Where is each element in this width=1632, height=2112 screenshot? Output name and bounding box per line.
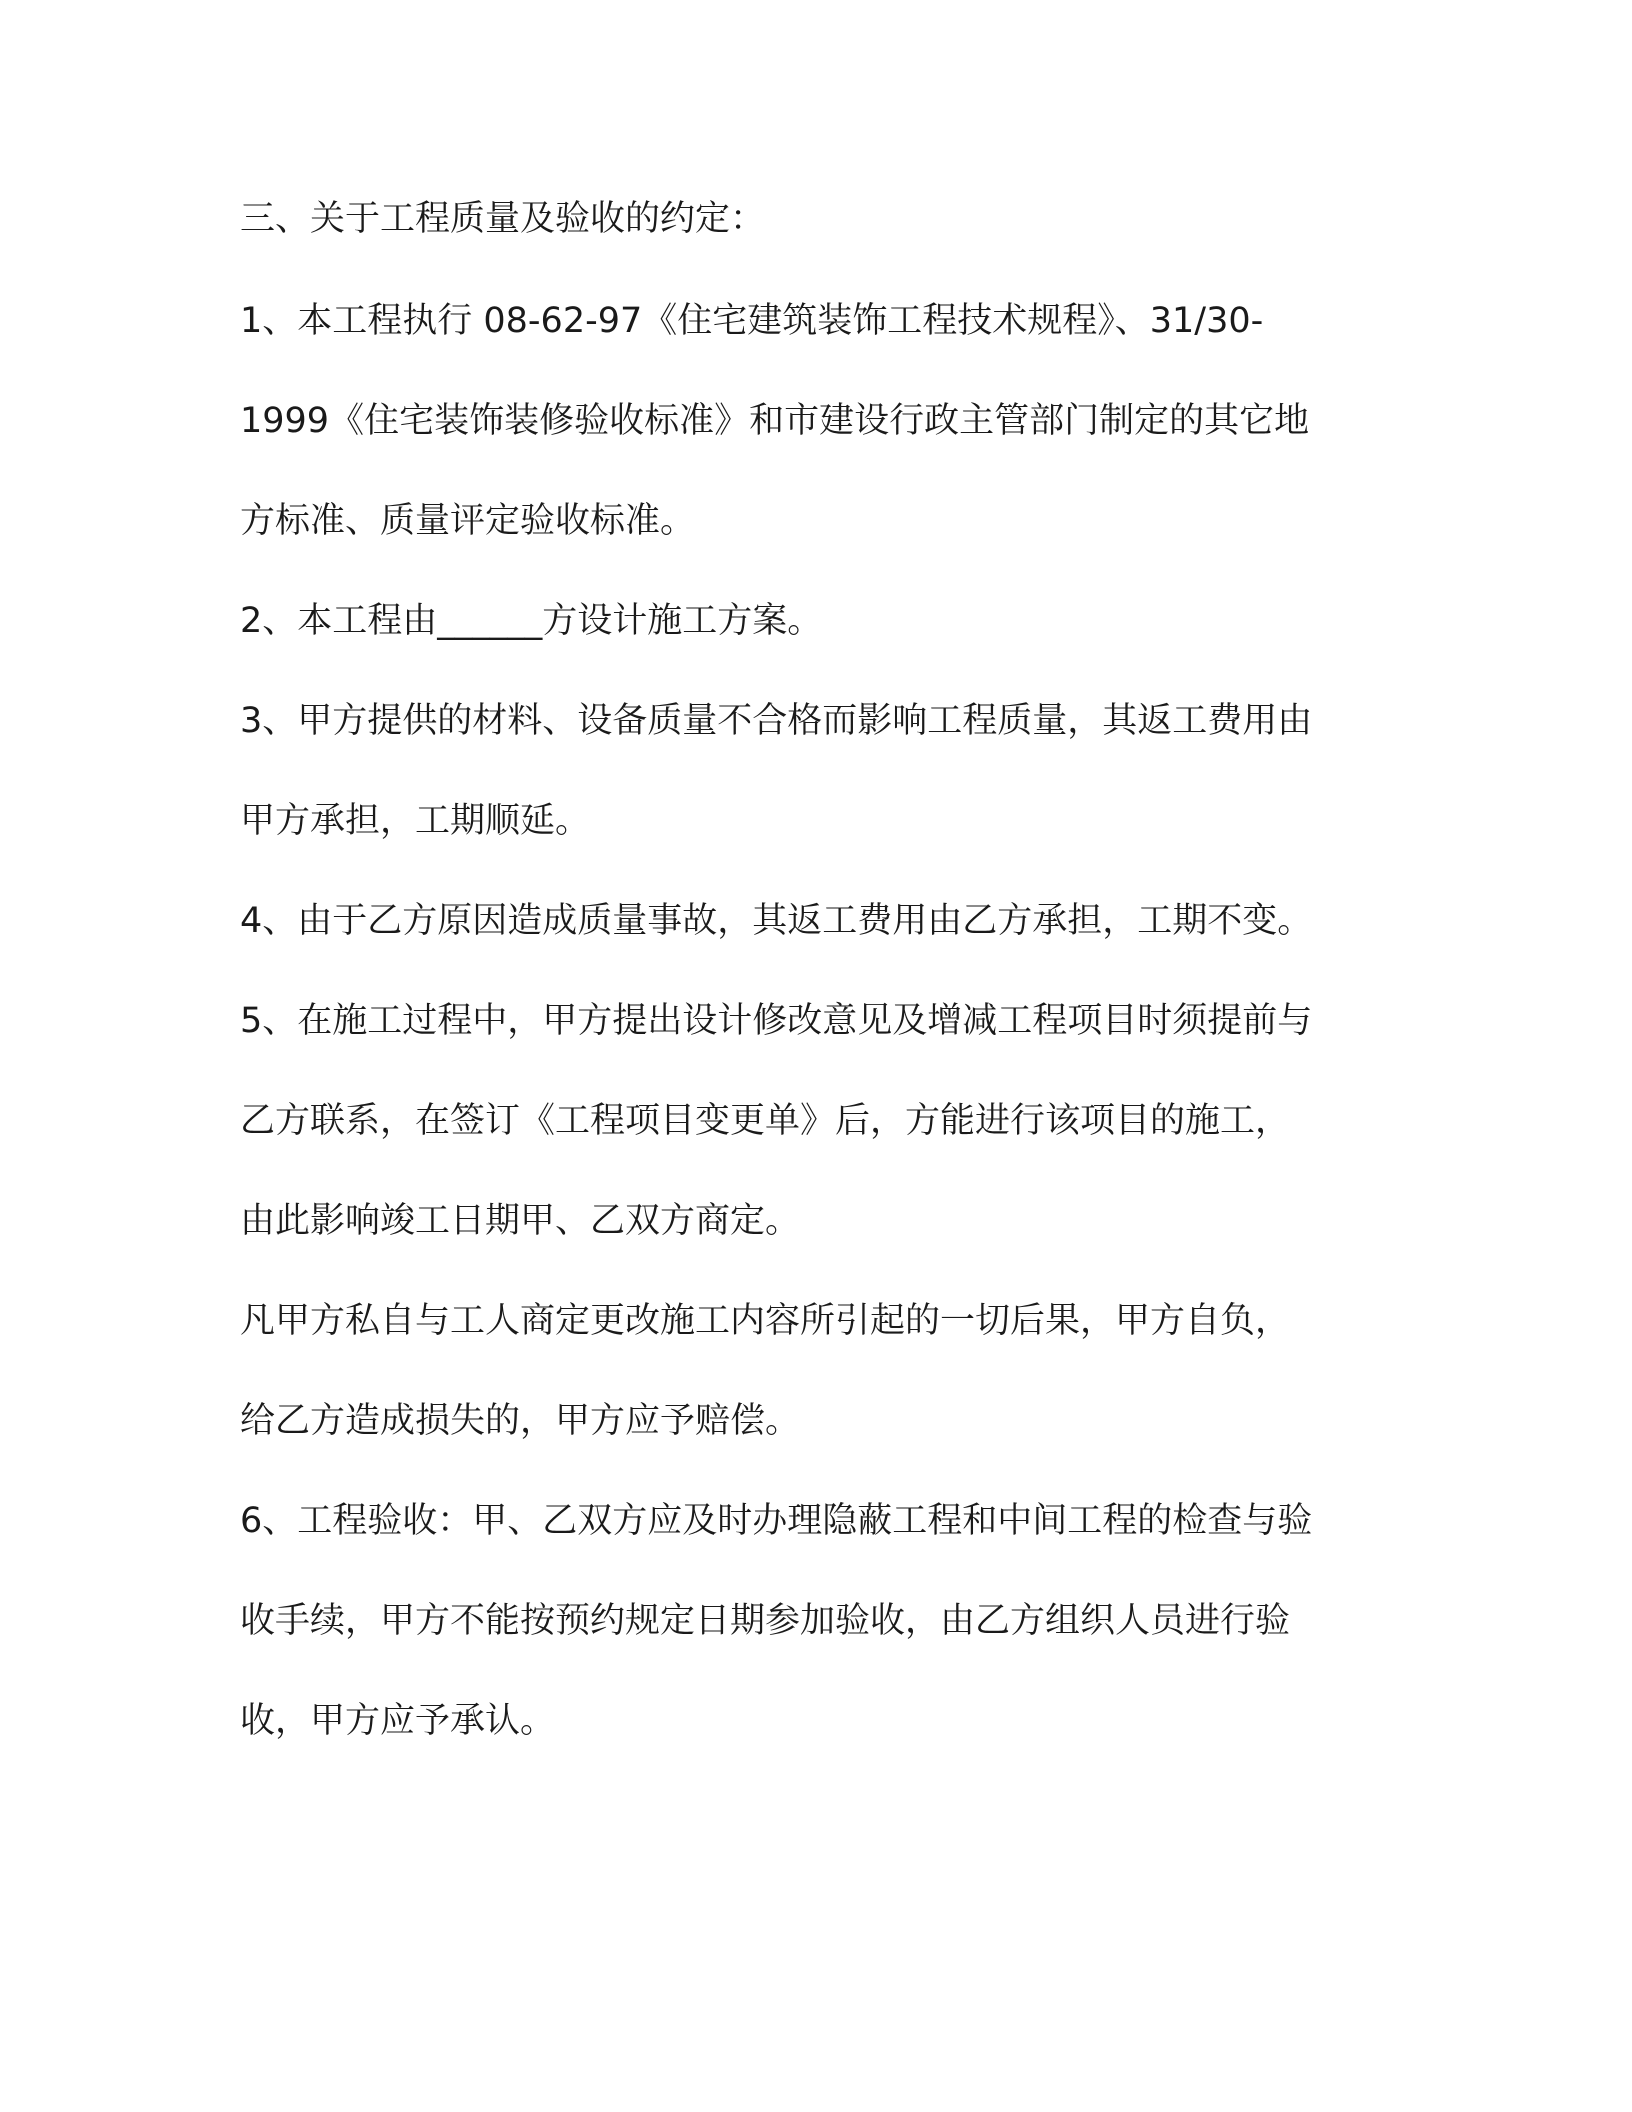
clause-4-line-1: 4、由于乙方原因造成质量事故，其返工费用由乙方承担，工期不变。 bbox=[240, 901, 1313, 941]
clause-1-line-3: 方标准、质量评定验收标准。 bbox=[240, 501, 696, 541]
clause-5-note-line-2: 给乙方造成损失的，甲方应予赔偿。 bbox=[240, 1401, 801, 1441]
clause-6-line-2: 收手续，甲方不能按预约规定日期参加验收，由乙方组织人员进行验 bbox=[240, 1601, 1291, 1641]
section-heading: 三、关于工程质量及验收的约定： bbox=[240, 199, 766, 239]
clause-3-line-1: 3、甲方提供的材料、设备质量不合格而影响工程质量，其返工费用由 bbox=[240, 701, 1313, 741]
clause-6-line-1: 6、工程验收：甲、乙双方应及时办理隐蔽工程和中间工程的检查与验 bbox=[240, 1501, 1313, 1541]
clause-5-note-line-1: 凡甲方私自与工人商定更改施工内容所引起的一切后果，甲方自负， bbox=[240, 1301, 1291, 1341]
clause-5-line-1: 5、在施工过程中，甲方提出设计修改意见及增减工程项目时须提前与 bbox=[240, 1001, 1313, 1041]
clause-1-line-2: 1999《住宅装饰装修验收标准》和市建设行政主管部门制定的其它地 bbox=[240, 401, 1310, 441]
clause-1-line-1: 1、本工程执行 08-62-97《住宅建筑装饰工程技术规程》、31/30- bbox=[240, 301, 1264, 341]
clause-5-line-3: 由此影响竣工日期甲、乙双方商定。 bbox=[240, 1201, 801, 1241]
clause-2-line-1: 2、本工程由______方设计施工方案。 bbox=[240, 601, 823, 641]
clause-6-line-3: 收，甲方应予承认。 bbox=[240, 1701, 556, 1741]
clause-3-line-2: 甲方承担，工期顺延。 bbox=[240, 801, 591, 841]
clause-5-line-2: 乙方联系，在签订《工程项目变更单》后，方能进行该项目的施工， bbox=[240, 1101, 1291, 1141]
